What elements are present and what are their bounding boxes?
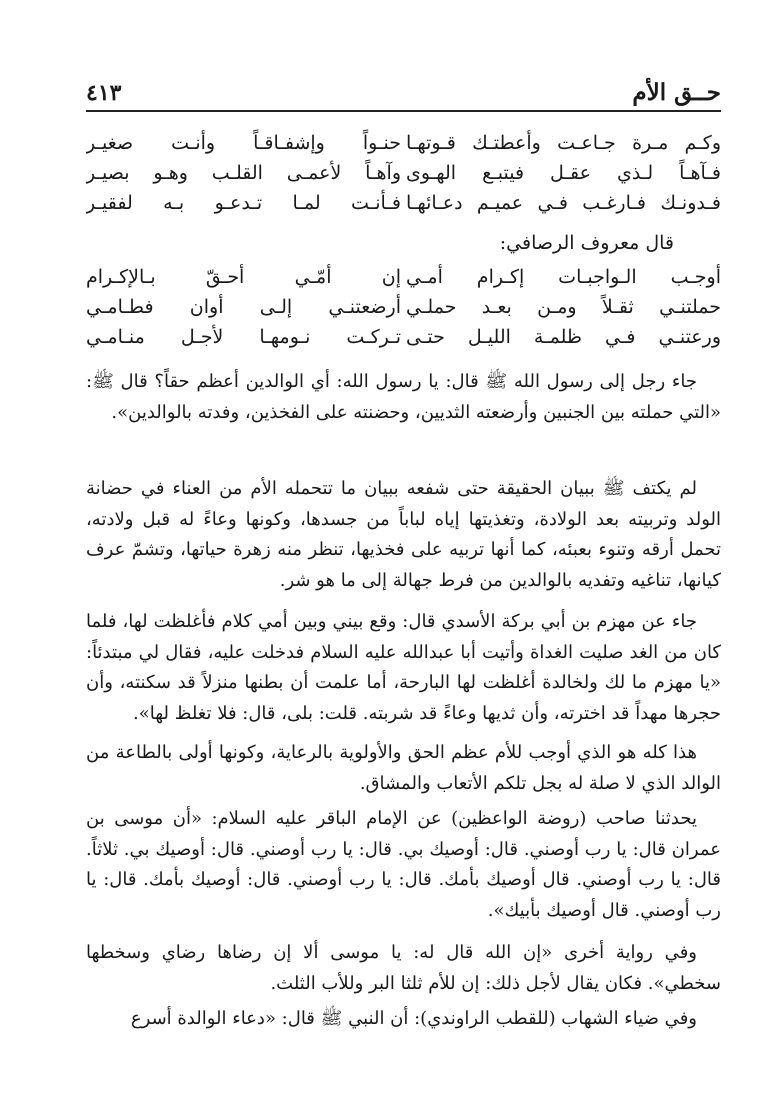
- verse-first-hemistich: حملتنـي ثقـلاً ومـن بعـد حملـي: [406, 296, 721, 318]
- verse-first-hemistich: فـآهـاً لـذي عقـل فيتبـع الهـوى: [406, 162, 721, 184]
- running-title: حــق الأم: [632, 79, 721, 106]
- poem-verse: [86, 322, 721, 352]
- verse-second-hemistich: أرضعتنـي إلـى أوان فطـامـي: [86, 296, 401, 318]
- poet-attribution: قال معروف الرصافي:: [499, 232, 674, 254]
- verse-first-hemistich: فـدونـك فـارغـب فـي عميـم دعـائهـا: [406, 192, 721, 214]
- verse-first-hemistich: أوجـب الـواجبـات إكـرام أمـي: [406, 266, 721, 288]
- body-paragraph: جاء رجل إلى رسول الله ﷺ قال: يا رسول الله: أي الوالدين أعظم حقاً؟ قال ﷺ: «التي حملته بين الجنبين وأرضعته الثديين، وحضنته على الفخذين، وفدته بالوالدين».: [86, 371, 721, 423]
- body-paragraph: وفي رواية أخرى «إن الله قال له: يا موسى ألا إن رضاها رضاي وسخطها سخطي». فكان يقال لأجل ذلك: إن للأم ثلثا البر وللأب الثلث.: [86, 942, 721, 994]
- verse-second-hemistich: فـأنـت لمـا تـدعـو بـه لفقيـر: [86, 192, 401, 214]
- page-header: [86, 70, 721, 106]
- poem-verse: [86, 262, 721, 292]
- body-paragraph: هذا كله هو الذي أوجب للأم عظم الحق والأولوية بالرعاية، وكونها أولى بالطاعة من الوالد الذي لا صلة له بجل تلكم الأتعاب والمشاق.: [86, 742, 721, 794]
- verse-first-hemistich: ورعتنـي فـي ظلمـة الليـل حتـى: [406, 326, 721, 348]
- body-paragraph: وفي ضياء الشهاب (للقطب الراوندي): أن النبي ﷺ قال: «دعاء الوالدة أسرع: [130, 1008, 697, 1029]
- header-divider: [86, 110, 721, 112]
- poem-block-2: [86, 262, 721, 352]
- page-number: ٤١٣: [86, 80, 122, 106]
- body-paragraph: يحدثنا صاحب (روضة الواعظين) عن الإمام الباقر عليه السلام: «أن موسى بن عمران قال: يا رب أوصني. قال: أوصيك بي. قال: يا رب أوصني. قال: أوصيك بي. ثلاثاً. قال: يا رب أوصني. قال أوصيك بأمك. قال: يا رب أوصني. قال: أوصيك بأمك. قال: يا رب أوصني. قال أوصيك بأبيك».: [86, 808, 721, 921]
- verse-first-hemistich: وكـم مـرة جـاعـت وأعطتـك قـوتهـا: [406, 132, 721, 154]
- verse-second-hemistich: وآهـاً لأعمـى القلـب وهـو بصيـر: [86, 162, 401, 184]
- poem-verse: [86, 292, 721, 322]
- poem-verse: [86, 188, 721, 218]
- verse-second-hemistich: إن أمّـي أحـقّ بـالإكـرام: [86, 266, 401, 288]
- poem-verse: [86, 158, 721, 188]
- poem-verse: [86, 128, 721, 158]
- body-paragraph: جاء عن مهزم بن أبي بركة الأسدي قال: وقع بيني وبين أمي كلام فأغلظت لها، فلما كان من الغد صليت الغداة وأتيت أبا عبدالله عليه السلام فدخلت عليه، فقال لي مبتدئاً: «يا مهزم ما لك ولخالدة أغلظت لها البارحة، أما علمت أن بطنها منزلاً قد سكنته، وأن حجرها مهداً قد اخترته، وأن ثديها وعاءً قد شربته. قلت: بلى، قال: فلا تغلظ لها».: [86, 611, 721, 724]
- verse-second-hemistich: حنـواً وإشفـاقـاً وأنـت صغيـر: [86, 132, 401, 154]
- verse-second-hemistich: تـركـت نـومهـا لأجـل منـامـي: [86, 326, 401, 348]
- poem-block-1: [86, 128, 721, 218]
- body-paragraph: لم يكتف ﷺ ببيان الحقيقة حتى شفعه ببيان ما تتحمله الأم من العناء في حضانة الولد وتربيته بعد الولادة، وتغذيتها إياه لباباً من جسدها، وكونها وعاءً له قبل ولادته، تحمل أرقه وتنوء بعبئه، كما أنها تربيه على فخذيها، تنظر منه زهرة حياتها، وتشمّ عرف كيانها، تناغيه وتفديه بالوالدين من فرط جهالة إلى ما هو شر.: [86, 478, 721, 591]
